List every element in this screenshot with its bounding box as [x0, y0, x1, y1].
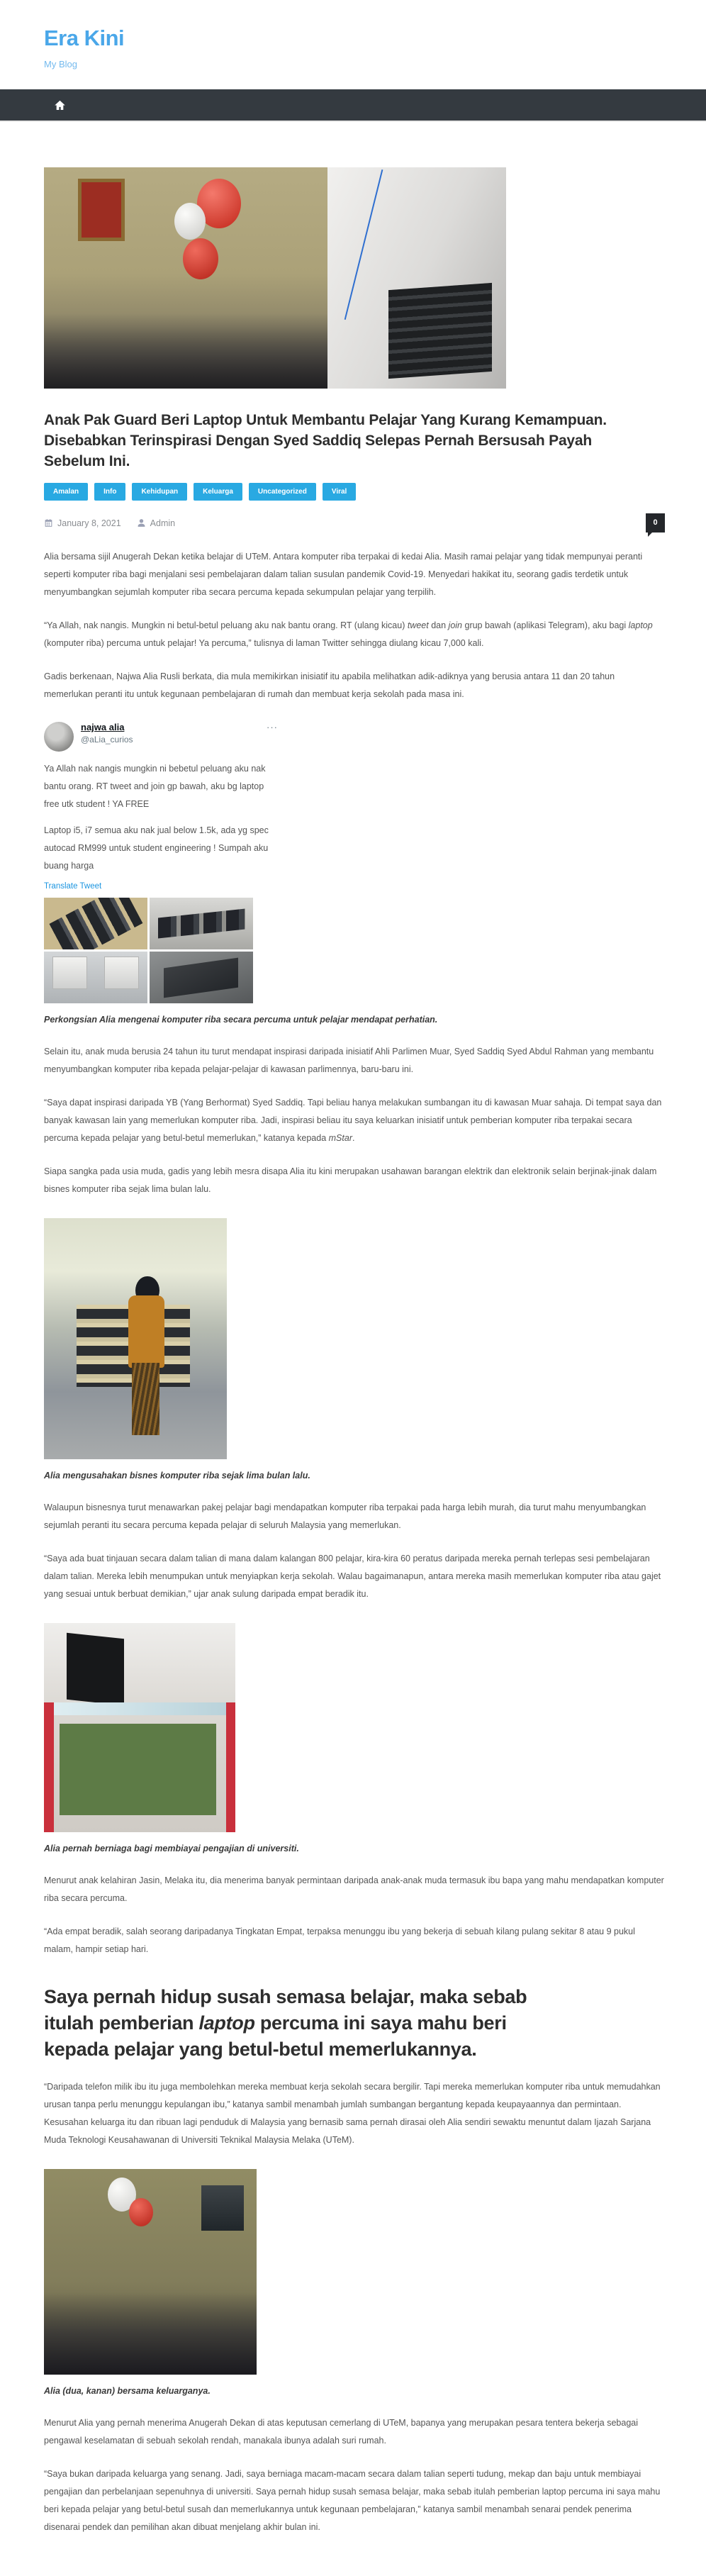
laptop-lid-decor [164, 958, 238, 998]
embedded-tweet[interactable] [44, 722, 278, 1003]
counter-side-decor [44, 1702, 54, 1832]
hero-photo-family-with-balloons [44, 167, 327, 389]
window-ac-decor [201, 2185, 244, 2231]
site-title[interactable]: Era Kini [44, 26, 125, 50]
hero-image [44, 167, 506, 389]
red-balloon-decor [129, 2198, 153, 2226]
glass-counter-decor [52, 1702, 228, 1715]
tweet-photo-dark-laptop-lids[interactable] [150, 952, 253, 1003]
paragraph-4: Selain itu, anak muda berusia 24 tahun itu turut mendapat inspirasi daripada inisiatif Ahli Parlimen Muar, Syed Saddiq Syed Abdul Rahman yang membantu menyumbangkan komputer riba kepada pelajar-pelajar di kawasan parlimennya, baru-baru ini. [44, 1047, 654, 1074]
tag-list [44, 483, 665, 501]
shelf-row-decor [158, 908, 245, 938]
article-page [44, 167, 665, 2576]
post-author-text[interactable]: Admin [150, 518, 176, 528]
paragraph-10: “Ada empat beradik, salah seorang daripadanya Tingkatan Empat, terpaksa menunggu ibu yang bekerja di sebuah kilang pulang sekitar 8 atau 9 pukul malam, hampir setiap hari. [44, 1927, 635, 1954]
display-mat-decor [60, 1724, 216, 1816]
post-date [44, 518, 121, 528]
paragraph-13: “Saya bukan daripada keluarga yang senang. Jadi, saya berniaga macam-macam secara dalam talian seperti tudung, mekap dan baju untuk membiayai pengajian dan perbelanjaan sepenuhnya di universiti. Saya pernah hidup susah semasa belajar, maka sebab itulah pemberian laptop percuma ini saya mahu beri kepada pelajar yang betul-betul susah dan memerlukannya untuk kegunaan pembelajaran,” katanya sambil menambah senarai pendek penerima disenarai pendek dan pemilihan akan dibuat menjelang akhir bulan ini. [44, 2469, 661, 2532]
comment-count-badge[interactable]: 0 [646, 513, 665, 533]
site-header [0, 0, 706, 81]
paragraph-12: Menurut Alia yang pernah menerima Anugerah Dekan di atas keputusan cemerlang di UTeM, bapanya yang merupakan pesara tentera bekerja sebagai pengawal keselamatan di sebuah sekolah rendah, manakala ibunya adalah suri rumah. [44, 2418, 639, 2446]
main-navbar [0, 89, 706, 122]
family-silhouette-decor [44, 2292, 257, 2375]
paragraph-2: “Ya Allah, nak nangis. Mungkin ni betul-betul peluang aku nak bantu orang. RT (ulang kicau) tweet dan join grup bawah (aplikasi Telegram), aku bagi laptop (komputer riba) percuma untuk pelajar! Ya percuma,” tulisnya di laman Twitter sehingga diulang kicau 7,000 kali. [44, 620, 653, 648]
tag-amalan[interactable]: Amalan [44, 483, 88, 501]
post-subheading: Saya pernah hidup susah semasa belajar, maka sebab itulah pemberian laptop percuma ini saya mahu beri kepada pelajar yang betul-betul memerlukannya. [44, 1986, 527, 2060]
white-balloon-decor [174, 203, 206, 240]
user-icon [137, 518, 146, 528]
tweet-user-block [81, 722, 133, 745]
site-tagline: My Blog [44, 59, 77, 69]
more-icon[interactable]: ··· [267, 722, 278, 732]
photo-alia-family [44, 2169, 665, 2375]
tweet-photo-white-laptops[interactable] [44, 952, 147, 1003]
paragraph-6: Siapa sangka pada usia muda, gadis yang lebih mesra disapa Alia itu kini merupakan usahawan barangan elektrik dan elektronik selain berjinak-jinak dalam bisnes komputer riba sejak lima bulan lalu. [44, 1166, 657, 1194]
tweet-photo-laptops-boxed[interactable] [44, 898, 147, 949]
paragraph-9: Menurut anak kelahiran Jasin, Melaka itu, dia menerima banyak permintaan daripada anak-anak muda termasuk ibu bapa yang mahu mendapatkan komputer riba secara percuma. [44, 1875, 664, 1903]
tweet-text-1: Ya Allah nak nangis mungkin ni bebetul peluang aku nak bantu orang. RT tweet and join gp bawah, aku bg laptop free utk student ! YA FREE [44, 764, 266, 809]
tweet-header [44, 722, 278, 752]
red-balloon-decor [183, 238, 218, 279]
tag-uncategorized[interactable]: Uncategorized [249, 483, 316, 501]
tag-viral[interactable]: Viral [323, 483, 357, 501]
paragraph-11: “Daripada telefon milik ibu itu juga membolehkan mereka membuat kerja sekolah secara bergilir. Tapi mereka memerlukan komputer riba untuk memudahkan urusan tanpa perlu menunggu kepulangan ibu,” katanya sambil menambah jumlah sumbangan bergantung kepada keupayaannya dan permintaan. Kesusahan keluarga itu dan ribuan lagi penduduk di Malaysia yang bernasib sama pernah dirasai oleh Alia sendiri sewaktu menuntut dalam Ijazah Sarjana Muda Teknologi Keusahawanan di Universiti Teknikal Malaysia Melaka (UTeM). [44, 2082, 661, 2145]
tweet-text-2: Laptop i5, i7 semua aku nak jual below 1.5k, ada yg spec autocad RM999 untuk student engineering ! Sumpah aku buang harga [44, 825, 269, 871]
tag-info[interactable]: Info [94, 483, 125, 501]
person-blouse-decor [128, 1295, 165, 1368]
counter-side-decor [226, 1702, 236, 1832]
post-date-text: January 8, 2021 [57, 518, 121, 528]
post-meta [44, 513, 665, 533]
tweet-display-name[interactable]: najwa alia [81, 722, 125, 732]
photo-alia-at-counter-image [44, 1623, 235, 1832]
tag-kehidupan[interactable]: Kehidupan [132, 483, 187, 501]
person-trousers-decor [132, 1363, 159, 1435]
photo-alia-standing-in-shop-image [44, 1218, 227, 1459]
paragraph-7: Walaupun bisnesnya turut menawarkan pakej pelajar bagi mendapatkan komputer riba terpakai pada harga lebih murah, dia turut mahu menyumbangkan sejumlah peranti itu secara percuma kepada pelajar di seluruh Malaysia yang memerlukan. [44, 1502, 646, 1530]
photo-caption-3: Alia pernah berniaga bagi membiayai pengajian di universiti. [44, 1844, 299, 1853]
paragraph-8: “Saya ada buat tinjauan secara dalam talian di mana dalam kalangan 800 pelajar, kira-kira 60 peratus daripada mereka pernah terlepas sesi pembelajaran dalam talian. Mereka lebih menumpukan untuk menyiapkan kerja sekolah. Walau bagaimanapun, antara mereka masih memerlukan komputer riba atau gajet yang sesuai untuk berbuat demikian,” ujar anak sulung daripada empat beradik itu. [44, 1554, 661, 1599]
tag-keluarga[interactable]: Keluarga [194, 483, 242, 501]
translate-tweet-link[interactable]: Translate Tweet [44, 882, 102, 891]
laptop-decor [52, 957, 88, 988]
laptop-rows-decor [49, 898, 142, 949]
post-title: Anak Pak Guard Beri Laptop Untuk Membantu Pelajar Yang Kurang Kemampuan. Disebabkan Terinspirasi Dengan Syed Saddiq Selepas Pernah Bersusah Payah Sebelum Ini. [44, 412, 607, 469]
home-icon-glyph [54, 99, 66, 111]
photo-caption-2: Alia mengusahakan bisnes komputer riba sejak lima bulan lalu. [44, 1471, 310, 1481]
home-icon[interactable] [54, 99, 66, 111]
wall-frame-decor [78, 179, 125, 241]
photo-alia-at-counter [44, 1623, 665, 1832]
tweet-photo-grid [44, 898, 253, 1003]
laptop-decor [104, 957, 140, 988]
people-silhouette-decor [44, 313, 327, 389]
tweet-handle[interactable]: @aLia_curios [81, 735, 133, 745]
photo-alia-standing-in-shop [44, 1218, 665, 1459]
post-author [137, 518, 175, 528]
paragraph-1: Alia bersama sijil Anugerah Dekan ketika belajar di UTeM. Antara komputer riba terpakai di kedai Alia. Masih ramai pelajar yang tidak mempunyai peranti seperti komputer riba bagi menjalani sesi pembelajaran dalam talian susulan pandemik Covid-19. Menyedari hakikat itu, seorang gadis terdetik untuk menyumbangkan sejumlah komputer riba secara percuma kepada sekumpulan pelajar yang terpilih. [44, 552, 643, 597]
photo-caption-4: Alia (dua, kanan) bersama keluarganya. [44, 2386, 211, 2396]
hero-photo-laptop-stack [327, 167, 506, 389]
laptop-stack-decor [388, 283, 492, 379]
calendar-icon [44, 518, 53, 528]
paragraph-3: Gadis berkenaan, Najwa Alia Rusli berkata, dia mula memikirkan inisiatif itu apabila melihatkan adik-adiknya yang berusia antara 11 dan 20 tahun memerlukan peranti itu untuk kegunaan pembelajaran di rumah dan membuat kerja sekolah pada masa ini. [44, 671, 615, 699]
tweet-photo-shop-shelves[interactable] [150, 898, 253, 949]
cable-decor [344, 169, 383, 320]
tweet-avatar[interactable] [44, 722, 74, 752]
photo-alia-family-image [44, 2169, 257, 2375]
paragraph-5: “Saya dapat inspirasi daripada YB (Yang Berhormat) Syed Saddiq. Tapi beliau hanya melakukan sumbangan itu di kawasan Muar sahaja. Di tempat saya dan banyak kawasan lain yang memerlukan komputer riba. Jadi, inspirasi beliau itu saya keluarkan inisiatif untuk pemberian komputer riba terpakai secara percuma kepada pelajar yang betul-betul memerlukan,” katanya kepada mStar. [44, 1098, 662, 1143]
laptop-decor [67, 1632, 124, 1705]
photo-caption-1: Perkongsian Alia mengenai komputer riba secara percuma untuk pelajar mendapat perhatian. [44, 1015, 438, 1025]
